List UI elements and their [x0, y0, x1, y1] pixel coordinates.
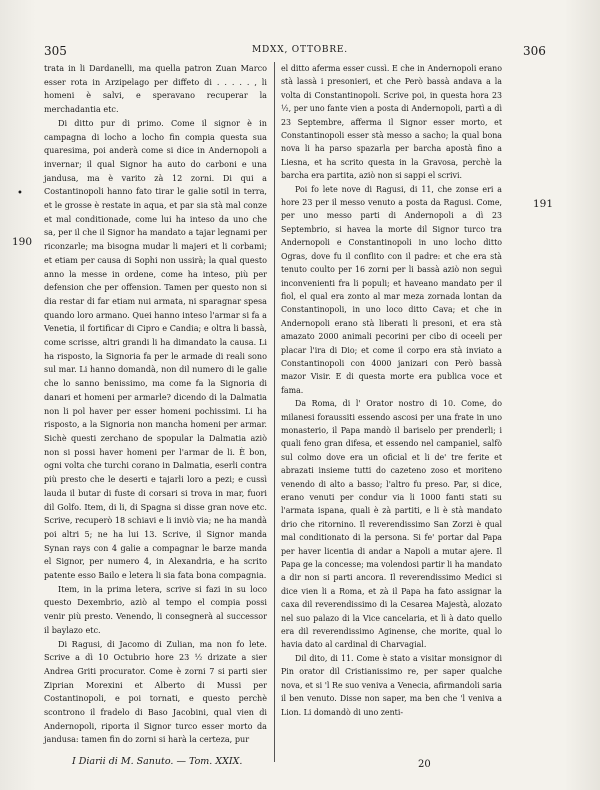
paragraph: trata in li Dardanelli, ma quella patron Zuan Marco esser rota in Arzipelago per diffeto di . . . . . , li homeni è salvi, e speravano recuperar la merchadantia etc.: [44, 63, 267, 115]
running-title: MDXX, OTTOBRE.: [252, 45, 348, 55]
right-column: [281, 62, 502, 719]
paragraph: Da Roma, di l' Orator nostro di 10. Come, do milanesi foraussiti essendo ascosi per una frate in uno monasterio, il Papa mandò il bariselo per prenderli; i quali feno gran difesa, et essendo nel campaniel, salfò sul colmo dove era un oficial et li de' tre ferite et abrazati insieme tutti do cazeteno zoso et moriteno venendo di alto a basso; l'altro fu preso. Par, si dice, erano venuti per condur via li 1000 fanti stati su l'armata ispana, quali è zà partiti, e li è stà mandato drio che ritornino. Il reverendissimo San Zorzi è qual mal conditionato di la persona. Si fe' portar dal Papa per haver licentia di andar a Napoli a mutar ajere. Il Papa ge la concesse; ma volendosi partir li ha mandato a dir non si parti ancora. Il reverendissimo Medici si dice vien li a Roma, et zà il Papa ha fato assignar la caxa dil reverendissimo di la Cesarea Majestà, alozato nel suo palazo di la Vice cancelaria, et lì à dato quello era dil reverendissimo Aginense, che morite, qual lo havia dato al cardinal di Charvagial.: [281, 399, 502, 650]
page-number-left: 305: [44, 44, 67, 58]
paragraph: Item, in la prima letera, scrive si fazi in su loco questo Dexembrio, aziò al tempo el compia possi venir più presto. Venendo, li consegnerà al successor il baylazo etc.: [44, 583, 267, 635]
paragraph: el ditto aferma esser cussì. E che in Andernopoli erano stà lassà i presonieri, et che Però bassà andava a la volta di Constantinopoli. Scrive poi, in questa hora 23 ½, per uno fante vien a posta di Andernopoli, partì a dì 23 Septembre, afferma il Signor esser morto, et Constantinopoli esser stà messo a sacho; la qual bona nova li ha parso spazarla per barcha apostà fino a Liesna, et ha scrito questa in la Gravosa, perchè la barcha era partita, aziò non si sappi el scrivi.: [281, 64, 502, 181]
margin-number-right: 191: [533, 198, 554, 210]
margin-number-left: 190: [12, 236, 33, 248]
footer-source: I Diarii di M. Sanuto. — Tom. XXIX.: [72, 756, 243, 767]
paragraph: Di Ragusi, di Jacomo di Zulian, ma non fo lete. Scrive a dì 10 Octubrio hore 23 ½ drizate a sier Andrea Griti procurator. Come è zorni 7 si parti sier Ziprian Morexini et Alberto di Mussi per Costantinopoli, e poi tornati, e questo perchè scontrono il fradelo di Baso Jacobini, qual vien di Andernopoli, riporta il Signor turco esser morto da jandusa: tamen fin do zorni si harà la certeza, pur: [44, 638, 267, 745]
paragraph: Poi fo lete nove di Ragusi, di 11, che zonse eri a hore 23 per il messo venuto a posta da Ragusi. Come, per uno messo parti di Andernopoli a dì 23 Septembrio, si havea la morte dil Signor turco tra Andernopoli e Constantinopoli in uno locho ditto Ogras, dove fu il conflito con il padre: et che era stà tenuto coulto per 16 zorni per li bassà aziò non seguì inconvenienti fra li populi; et haveano mandato per il fiol, el qual era zonto al mar meza zornada lontan da Constantinopoli, in uno loco ditto Cava; et che in Andernopoli erano stà liberati li presoni, et era stà amazato 2000 animali pecorini per cibo di oceeli per placar l'ira di Dio; et come il corpo era stà inviato a Constantinopoli con 4000 janizari con Però bassà mazor Visir. E di questa morte era publica voce et fama.: [281, 184, 502, 395]
margin-mark: •: [17, 188, 23, 199]
column-divider: [274, 62, 275, 762]
paragraph: Dil dito, di 11. Come è stato a visitar monsignor di Pin orator dil Cristianissimo re, per saper qualche nova, et si 'l Re suo veniva a Venecia, afirmandoli saria il ben venuto. Disse non saper, ma ben che 'l veniva a Lion. Li domandò di uno zenti-: [281, 653, 502, 717]
footer-signature: 20: [418, 759, 431, 770]
page-number-right: 306: [523, 44, 546, 58]
page-header: [0, 44, 600, 60]
left-column: [44, 62, 267, 747]
paragraph: Di ditto pur di primo. Come il signor è in campagna di locho a locho fin compia questa sua quaresima, poi anderà come si dice in Andernopoli a invernar; il qual Signor ha auto do carboni e una jandusa, ma è varito zà 12 zorni. Di qui a Costantinopoli hanno fato tirar le galie sotil in terra, et le grosse è restate in aqua, et par sia stà mal conze et mal conditionade, come lui ha inteso da uno che sa, per il che il Signor ha mandato a tajar legnami per riconzarle; ma bisogna mudar li majeri et li corbami; et etiam per causa di Sophi non ussirà; la qual questo anno la messe in ordene, come ha inteso, più per defension che per offension. Tamen per questo non si dia restar di far etiam nui armata, ni sparagnar spesa quando loro armano. Quei hanno inteso l'armar si fa a Venetia, il fortificar di Cipro e Candia; e oltra li bassà, come scrisse, altri grandi li ha dimandato la causa. Li ha risposto, la Signoria fa per le armade di reali sono sul mar. Li hanno domandà, non dil numero di le galie che lo sanno benissimo, ma come fa la Signoria di danari et homeni per armarle? dicendo di la Dalmatia non li pol haver per esser homeni pochissimi. Li ha risposto, a la Signoria non mancha homeni per armar. Sichè questi zerchano de spopular la Dalmatia aziò non si possi haver homeni per l'armar de li. È bon, ogni volta che turchi corano in Dalmatia, eserli contra più presto che le deserti e tajarli loro a pezi; e cussì lauda il butar di fuste di corsari si trova in mar, fuori dil Golfo. Item, di li, di Spagna si disse gran nove etc. Scrive, recuperò 18 schiavi e li inviò via; ne ha mandà poi altri 5; ne ha lui 13. Scrive, il Signor manda Synan rays con 4 galie a compagnar le barze manda el Signor, per numero 4, in Alexandria, e ha scrito patente esso Bailo e letera li sia fata bona compagnia.: [44, 117, 267, 581]
